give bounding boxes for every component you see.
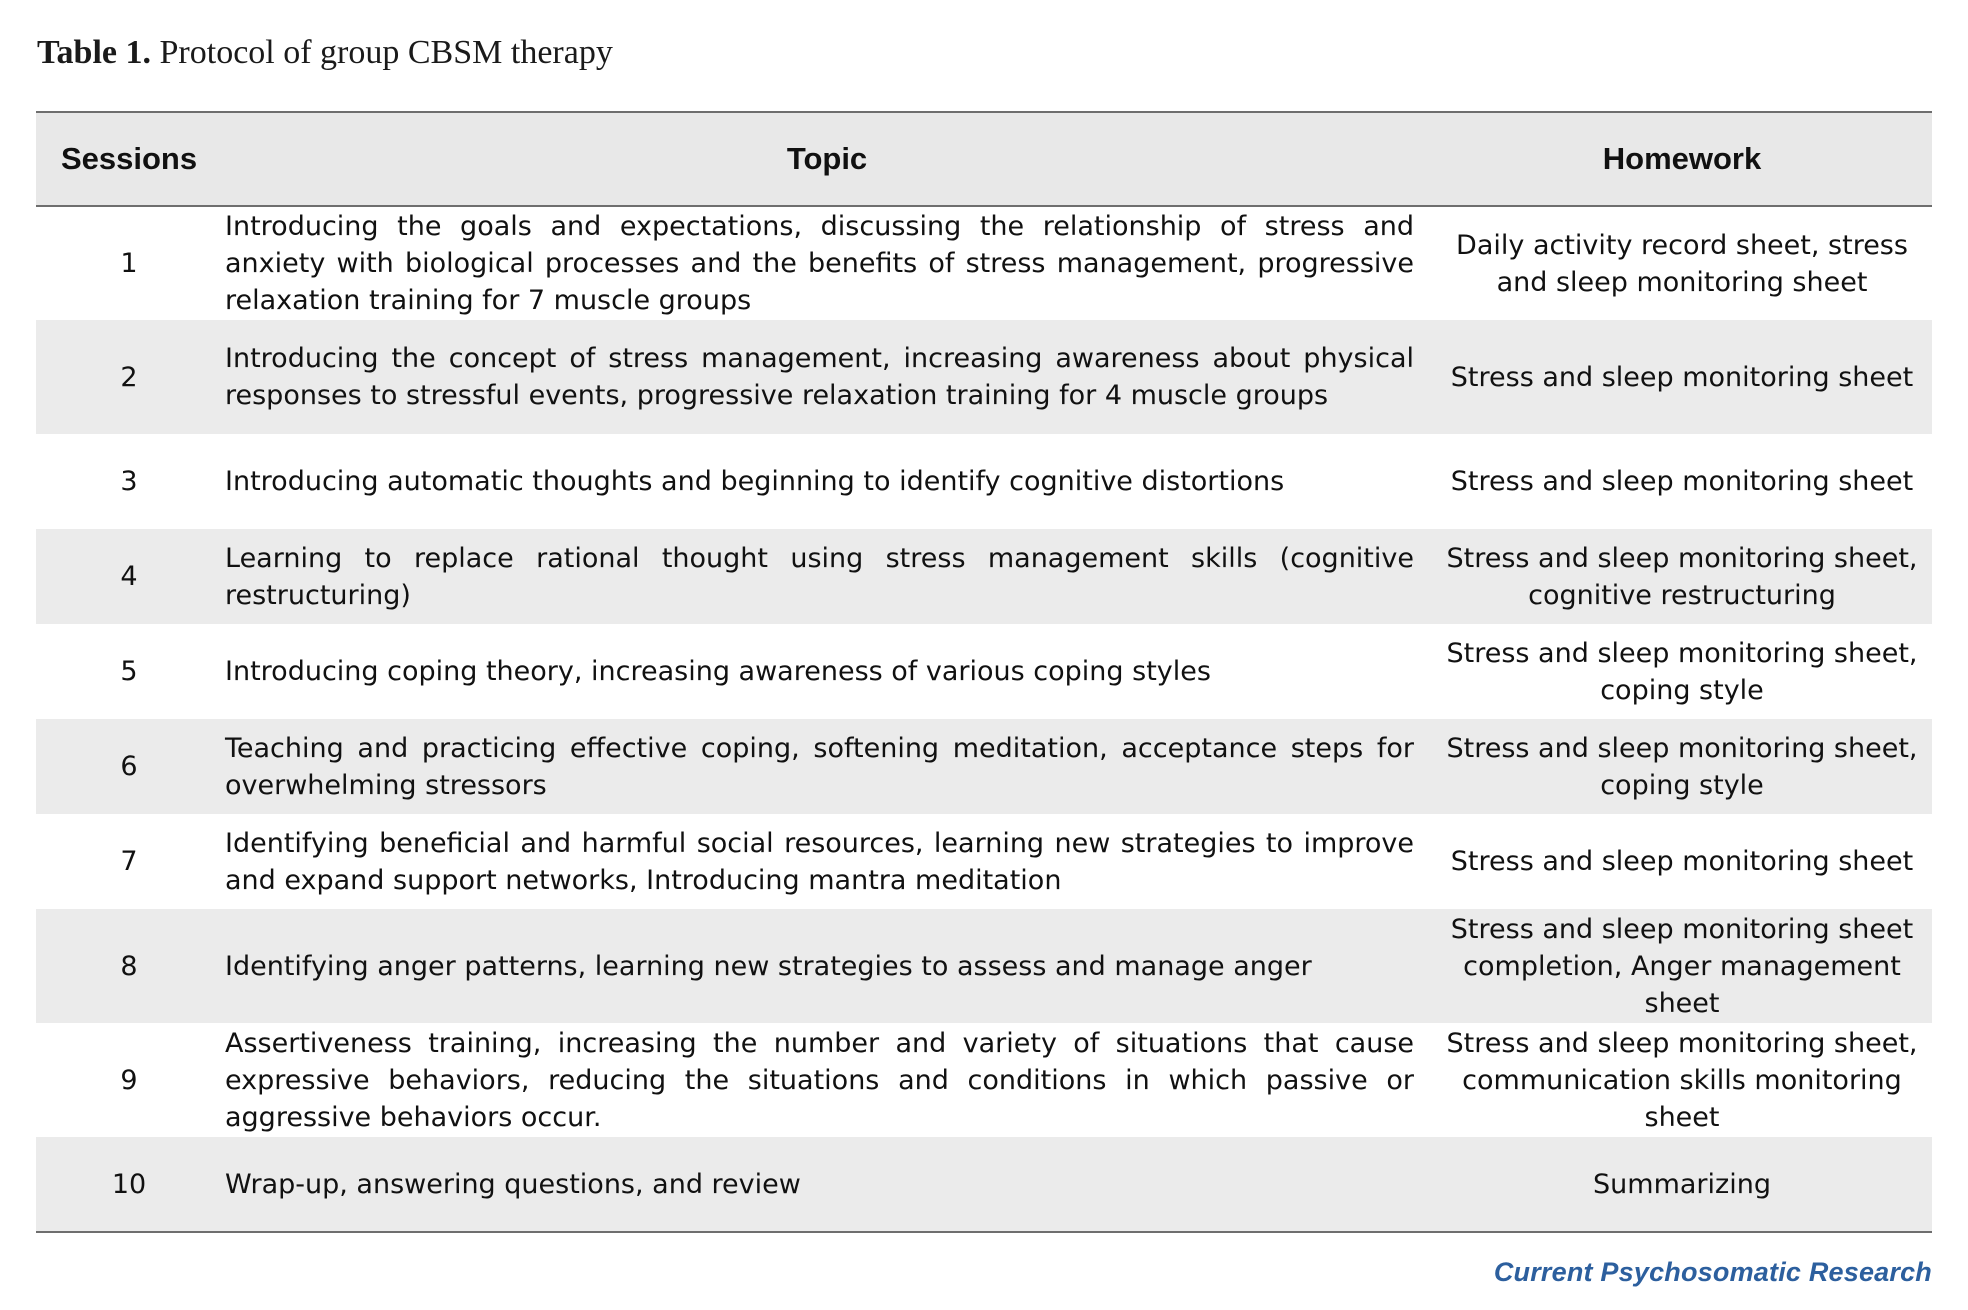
session-number: 7 — [120, 846, 138, 877]
table-row — [36, 206, 1932, 320]
session-number: 4 — [120, 561, 138, 592]
session-number: 1 — [120, 248, 138, 279]
session-topic: Wrap-up, answering questions, and review — [225, 1168, 801, 1200]
session-topic: Identifying anger patterns, learning new strategies to assess and manage anger — [225, 950, 1312, 982]
session-homework: Stress and sleep monitoring sheet, communication skills monitoring sheet — [1446, 1027, 1918, 1133]
session-homework: Stress and sleep monitoring sheet, coping style — [1446, 732, 1918, 801]
table-caption-label: Table 1. — [37, 34, 152, 71]
session-number: 3 — [120, 466, 138, 497]
table-row — [36, 814, 1932, 909]
session-number: 2 — [120, 361, 138, 393]
session-number: 10 — [111, 1168, 147, 1200]
session-homework: Stress and sleep monitoring sheet — [1450, 361, 1914, 393]
table-row — [36, 1137, 1932, 1232]
session-homework: Stress and sleep monitoring sheet, coping style — [1446, 637, 1918, 706]
session-topic: Teaching and practicing effective coping, softening meditation, acceptance steps for overwhelming stressors — [225, 732, 1414, 801]
session-topic: Identifying beneficial and harmful social resources, learning new strategies to improve and expand support networks, Introducing mantra meditation — [225, 827, 1414, 896]
session-topic: Learning to replace rational thought using stress management skills (cognitive restructuring) — [225, 542, 1414, 611]
header-row — [36, 112, 1932, 206]
journal-logo-text: Current Psychosomatic Research — [1493, 1257, 1932, 1287]
header-topic: Topic — [786, 141, 868, 176]
session-homework: Stress and sleep monitoring sheet — [1450, 466, 1914, 497]
session-homework: Stress and sleep monitoring sheet — [1450, 846, 1914, 877]
table-caption — [37, 34, 613, 72]
session-homework: Stress and sleep monitoring sheet completion, Anger management sheet — [1450, 913, 1914, 1019]
header-homework: Homework — [1602, 141, 1762, 176]
table-row — [36, 434, 1932, 529]
table-row — [36, 529, 1932, 624]
session-topic: Introducing automatic thoughts and beginning to identify cognitive distortions — [225, 466, 1285, 497]
header-sessions: Sessions — [60, 141, 198, 176]
table-row — [36, 909, 1932, 1023]
session-number: 5 — [120, 656, 138, 687]
table-row — [36, 719, 1932, 814]
table-row — [36, 1023, 1932, 1137]
session-number: 9 — [120, 1064, 138, 1096]
session-topic: Assertiveness training, increasing the number and variety of situations that cause expressive behaviors, reducing the situations and conditions in which passive or aggressive behaviors occur. — [225, 1027, 1414, 1133]
session-homework: Stress and sleep monitoring sheet, cognitive restructuring — [1446, 542, 1918, 611]
table-caption-text: Protocol of group CBSM therapy — [159, 34, 613, 71]
session-number: 8 — [120, 950, 138, 982]
table-row — [36, 624, 1932, 719]
session-number: 6 — [120, 751, 138, 782]
table-header — [36, 112, 1932, 206]
session-homework: Summarizing — [1593, 1168, 1771, 1200]
table-body — [36, 206, 1932, 1232]
session-topic: Introducing the concept of stress management, increasing awareness about physical responses to stressful events, progressive relaxation training for 4 muscle groups — [225, 343, 1414, 411]
table-row — [36, 320, 1932, 434]
session-homework: Daily activity record sheet, stress and sleep monitoring sheet — [1456, 229, 1908, 298]
session-topic: Introducing coping theory, increasing awareness of various coping styles — [225, 656, 1211, 687]
session-topic: Introducing the goals and expectations, discussing the relationship of stress and anxiety with biological processes and the benefits of stress management, progressive relaxation training for 7 muscle groups — [225, 211, 1414, 316]
protocol-table — [36, 111, 1932, 1233]
